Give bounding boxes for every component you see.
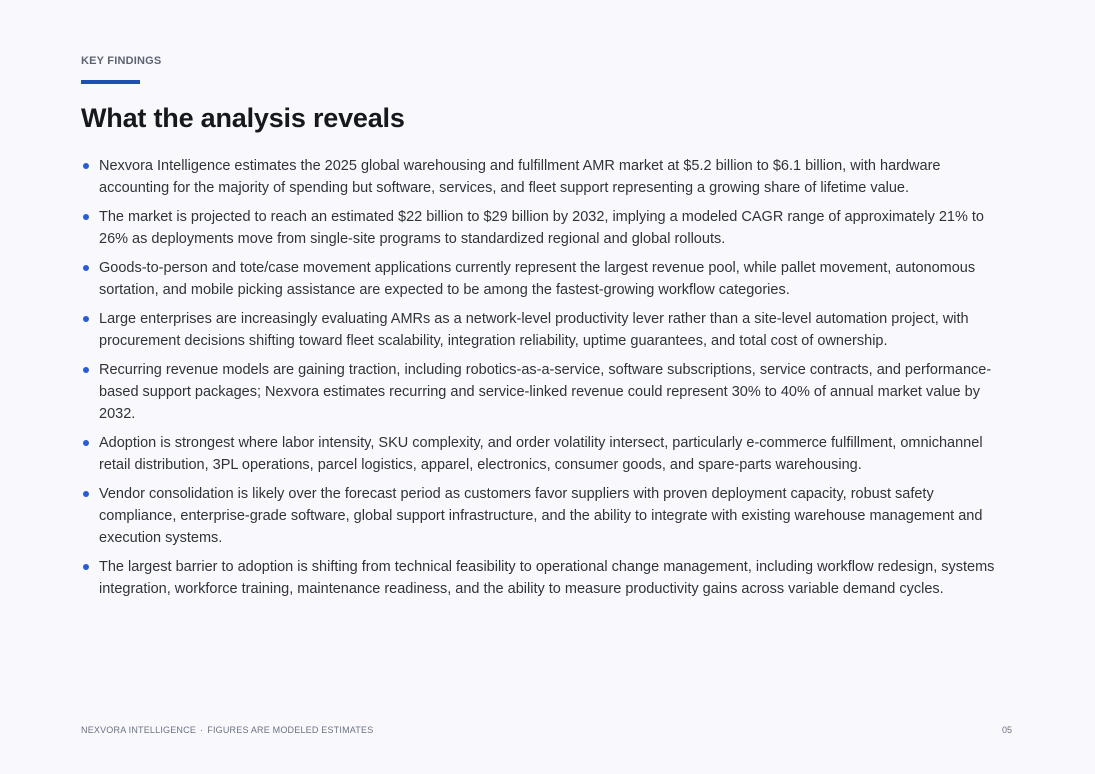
bullet-dot-icon	[83, 214, 89, 220]
finding-text: Nexvora Intelligence estimates the 2025 global warehousing and fulfillment AMR market at $5.2 billion to $6.1 billion, with hardware accounting for the majority of spending but software, services, and fleet support representing a growing share of lifetime value.	[99, 158, 941, 196]
finding-item	[81, 206, 1011, 250]
footer-brand: NEXVORA INTELLIGENCE	[81, 725, 197, 735]
finding-text: Goods-to-person and tote/case movement applications currently represent the largest revenue pool, while pallet movement, autonomous sortation, and mobile picking assistance are expected to be among the fastest-growing workflow categories.	[99, 260, 976, 298]
finding-text: Large enterprises are increasingly evaluating AMRs as a network-level productivity lever rather than a site-level automation project, with procurement decisions shifting toward fleet scalability, integration reliability, uptime guarantees, and total cost of ownership.	[99, 311, 969, 349]
footer-source	[81, 725, 373, 735]
finding-item	[81, 359, 1011, 425]
bullet-dot-icon	[83, 163, 89, 169]
footer-note: FIGURES ARE MODELED ESTIMATES	[207, 725, 374, 735]
findings-list	[81, 155, 1011, 607]
finding-item	[81, 483, 1011, 549]
bullet-dot-icon	[83, 316, 89, 322]
finding-item	[81, 155, 1011, 199]
accent-rule	[81, 80, 140, 84]
finding-text: Vendor consolidation is likely over the forecast period as customers favor suppliers with proven deployment capacity, robust safety compliance, enterprise-grade software, global support infrastructure, and the ability to integrate with existing warehouse management and execution systems.	[99, 486, 983, 546]
finding-text: The largest barrier to adoption is shifting from technical feasibility to operational change management, including workflow redesign, systems integration, workforce training, maintenance readiness, and the ability to measure productivity gains across variable demand cycles.	[99, 559, 995, 597]
finding-item	[81, 556, 1011, 600]
bullet-dot-icon	[83, 440, 89, 446]
finding-text: Adoption is strongest where labor intensity, SKU complexity, and order volatility intersect, particularly e-commerce fulfillment, omnichannel retail distribution, 3PL operations, parcel logistics, apparel, electronics, consumer goods, and spare-parts warehousing.	[99, 435, 983, 473]
bullet-dot-icon	[83, 265, 89, 271]
finding-item	[81, 308, 1011, 352]
page-title: What the analysis reveals	[81, 103, 405, 133]
section-eyebrow: KEY FINDINGS	[81, 55, 162, 67]
bullet-dot-icon	[83, 564, 89, 570]
bullet-dot-icon	[83, 491, 89, 497]
finding-text: The market is projected to reach an estimated $22 billion to $29 billion by 2032, implying a modeled CAGR range of approximately 21% to 26% as deployments move from single-site programs to standardized regional and global rollouts.	[99, 209, 984, 247]
page-number: 05	[1002, 725, 1013, 735]
bullet-dot-icon	[83, 367, 89, 373]
finding-item	[81, 432, 1011, 476]
footer-separator: ·	[200, 725, 204, 735]
finding-text: Recurring revenue models are gaining traction, including robotics-as-a-service, software subscriptions, service contracts, and performance-based support packages; Nexvora estimates recurring and service-linked revenue could represent 30% to 40% of annual market value by 2032.	[99, 362, 992, 422]
finding-item	[81, 257, 1011, 301]
